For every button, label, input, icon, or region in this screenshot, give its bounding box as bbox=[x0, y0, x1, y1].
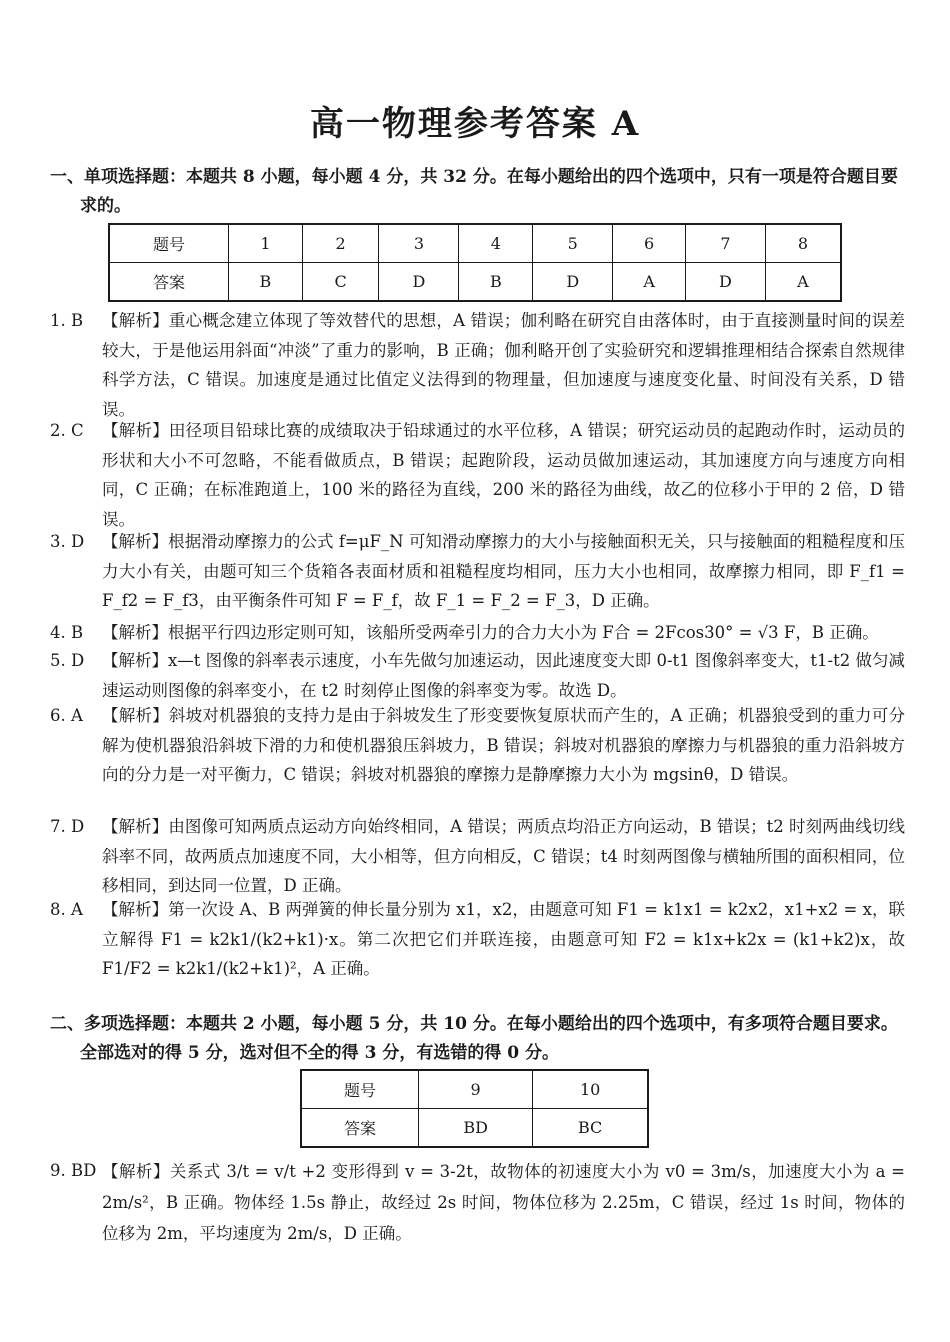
page-title: 高一物理参考答案 A bbox=[309, 104, 641, 144]
table-header-cell: 题号 bbox=[301, 1070, 419, 1109]
item-number: 2. C bbox=[50, 421, 84, 440]
section-1-heading: 一、单项选择题：本题共 8 小题，每小题 4 分，共 32 分。在每小题给出的四个选项中，只有一项是符合题目要求的。 bbox=[50, 167, 898, 216]
table-row bbox=[109, 224, 841, 263]
item-number: 1. B bbox=[50, 311, 84, 330]
item-number: 9. BD bbox=[50, 1161, 97, 1180]
table-row bbox=[301, 1109, 648, 1148]
question-number-cell: 1 bbox=[229, 224, 303, 263]
item-text: 【解析】x—t 图像的斜率表示速度，小车先做匀加速运动，因此速度变大即 0-t1 图像斜率变大，t1-t2 做匀减速运动则图像的斜率变小，在 t2 时刻停止图像的斜率变为零。故选 D。 bbox=[102, 651, 905, 700]
answer-cell: B bbox=[229, 263, 303, 302]
answer-cell: D bbox=[533, 263, 613, 302]
question-number-cell: 5 bbox=[533, 224, 613, 263]
question-number-cell: 3 bbox=[379, 224, 459, 263]
answer-cell: BC bbox=[533, 1109, 648, 1148]
item-text: 【解析】关系式 3/t = v/t +2 变形得到 v = 3-2t，故物体的初速度大小为 v0 = 3m/s，加速度大小为 a = 2m/s²，B 正确。物体经 1.5s 静止，故经过 2s 时间，物体位移为 2.25m，C 错误，经过 1s 时间，物体的位移为 2m，平均速度为 2m/s，D 正确。 bbox=[102, 1162, 905, 1243]
item-number: 6. A bbox=[50, 706, 83, 725]
explanation-item-1 bbox=[50, 306, 905, 424]
explanation-item-5 bbox=[50, 646, 905, 705]
question-number-cell: 10 bbox=[533, 1070, 648, 1109]
item-number: 3. D bbox=[50, 532, 85, 551]
item-number: 5. D bbox=[50, 651, 85, 670]
item-number: 7. D bbox=[50, 817, 85, 836]
item-text: 【解析】根据滑动摩擦力的公式 f=μF_N 可知滑动摩擦力的大小与接触面积无关，只与接触面的粗糙程度和压力大小有关，由题可知三个货箱各表面材质和祖糙程度均相同，压力大小也相同，故摩擦力相同，即 F_f1 = F_f2 = F_f3，由平衡条件可知 F = F_f，故 F_1 = F_2 = F_3，D 正确。 bbox=[102, 532, 905, 610]
question-number-cell: 4 bbox=[459, 224, 533, 263]
explanation-item-3 bbox=[50, 527, 905, 616]
question-number-cell: 2 bbox=[302, 224, 379, 263]
answer-cell: C bbox=[302, 263, 379, 302]
answer-cell: D bbox=[685, 263, 765, 302]
table-header-cell: 答案 bbox=[301, 1109, 419, 1148]
explanation-item-4 bbox=[50, 618, 905, 648]
item-number: 4. B bbox=[50, 623, 84, 642]
question-number-cell: 9 bbox=[419, 1070, 533, 1109]
question-number-cell: 6 bbox=[613, 224, 686, 263]
answer-cell: A bbox=[765, 263, 841, 302]
item-text: 【解析】田径项目铅球比赛的成绩取决于铅球通过的水平位移，A 错误；研究运动员的起跑动作时，运动员的形状和大小不可忽略，不能看做质点，B 错误；起跑阶段，运动员做加速运动，其加速度方向与速度方向相同，C 正确；在标准跑道上，100 米的路径为直线，200 米的路径为曲线，故乙的位移小于甲的 2 倍，D 错误。 bbox=[102, 421, 905, 529]
item-text: 【解析】重心概念建立体现了等效替代的思想，A 错误；伽利略在研究自由落体时，由于直接测量时间的误差较大，于是他运用斜面“冲淡”了重力的影响，B 正确；伽利略开创了实验研究和逻辑推理相结合探索自然规律科学方法，C 错误。加速度是通过比值定义法得到的物理量，但加速度与速度变化量、时间没有关系，D 错误。 bbox=[102, 311, 905, 419]
answer-cell: A bbox=[613, 263, 686, 302]
multiple-choice-answer-table bbox=[300, 1069, 649, 1148]
answer-cell: B bbox=[459, 263, 533, 302]
explanation-item-8 bbox=[50, 895, 905, 984]
single-choice-answer-table bbox=[108, 223, 842, 302]
table-row bbox=[109, 263, 841, 302]
explanation-item-6 bbox=[50, 701, 905, 790]
item-text: 【解析】根据平行四边形定则可知，该船所受两牵引力的合力大小为 F合 = 2Fcos30° = √3 F，B 正确。 bbox=[102, 623, 879, 642]
table-header-cell: 题号 bbox=[109, 224, 229, 263]
question-number-cell: 8 bbox=[765, 224, 841, 263]
item-text: 【解析】由图像可知两质点运动方向始终相同，A 错误；两质点均沿正方向运动，B 错误；t2 时刻两曲线切线斜率不同，故两质点加速度不同，大小相等，但方向相反，C 错误；t4 时刻两图像与横轴所围的面积相同，位移相同，到达同一位置，D 正确。 bbox=[102, 817, 905, 895]
item-text: 【解析】斜坡对机器狼的支持力是由于斜坡发生了形变要恢复原状而产生的，A 正确；机器狼受到的重力可分解为使机器狼沿斜坡下滑的力和使机器狼压斜坡力，B 错误；斜坡对机器狼的摩擦力与机器狼的重力沿斜坡方向的分力是一对平衡力，C 错误；斜坡对机器狼的摩擦力是静摩擦力大小为 mgsinθ，D 错误。 bbox=[102, 706, 905, 784]
table-row bbox=[301, 1070, 648, 1109]
item-text: 【解析】第一次设 A、B 两弹簧的伸长量分别为 x1，x2，由题意可知 F1 = k1x1 = k2x2，x1+x2 = x，联立解得 F1 = k2k1/(k2+k1)·x。第二次把它们并联连接，由题意可知 F2 = k1x+k2x = (k1+k2)x，故 F1/F2 = k2k1/(k2+k1)²，A 正确。 bbox=[102, 900, 905, 978]
item-number: 8. A bbox=[50, 900, 83, 919]
explanation-item-2 bbox=[50, 416, 905, 534]
table-header-cell: 答案 bbox=[109, 263, 229, 302]
question-number-cell: 7 bbox=[685, 224, 765, 263]
section-2-heading: 二、多项选择题：本题共 2 小题，每小题 5 分，共 10 分。在每小题给出的四个选项中，有多项符合题目要求。全部选对的得 5 分，选对但不全的得 3 分，有选错的得 0 分。 bbox=[50, 1014, 898, 1063]
explanation-item-7 bbox=[50, 812, 905, 901]
answer-cell: D bbox=[379, 263, 459, 302]
answer-cell: BD bbox=[419, 1109, 533, 1148]
explanation-item-9 bbox=[50, 1156, 905, 1249]
